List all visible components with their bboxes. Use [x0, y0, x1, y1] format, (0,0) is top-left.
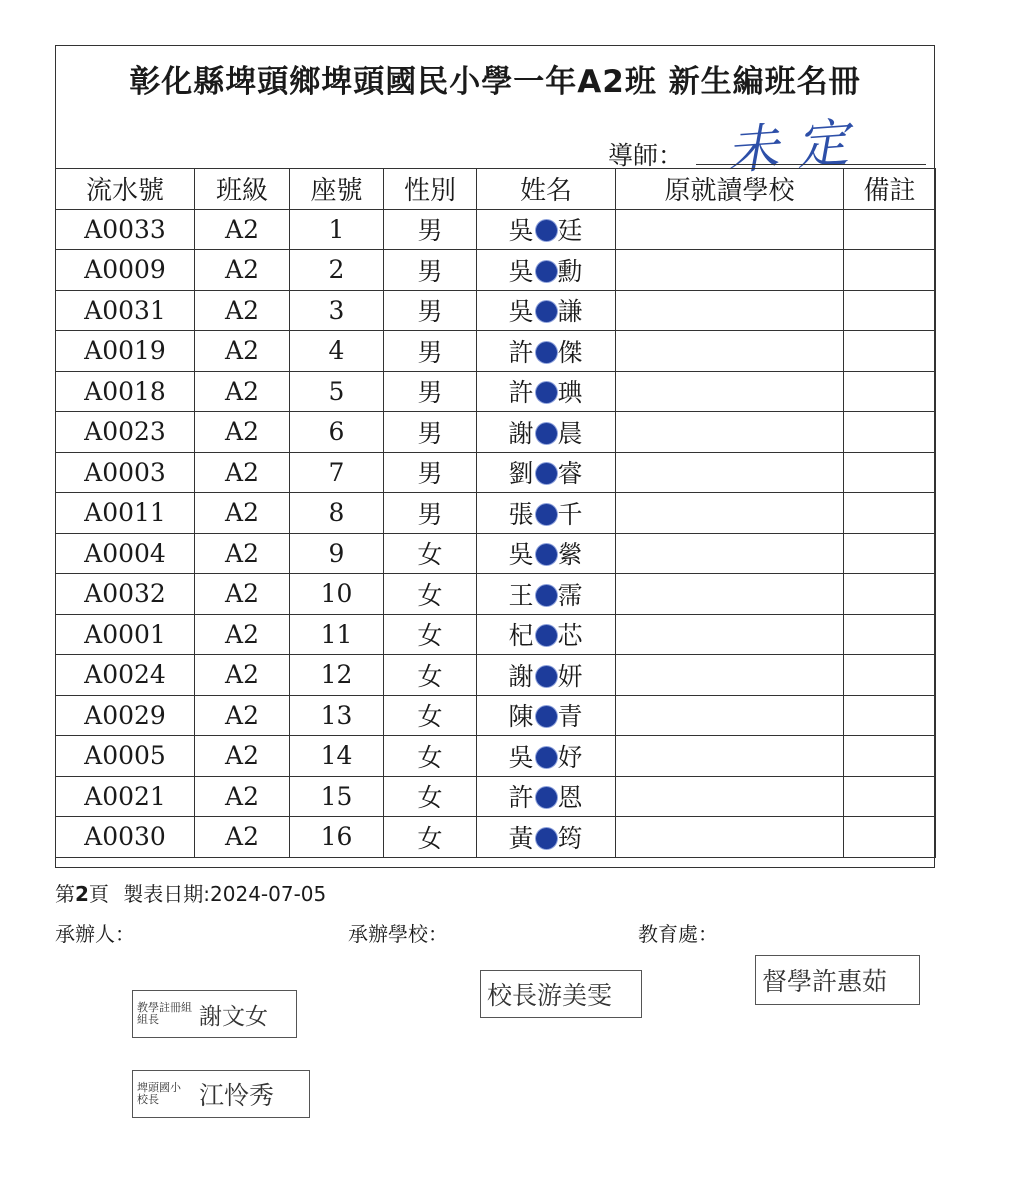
sex-cell: 男 — [384, 250, 477, 291]
given-name: 傑 — [557, 337, 584, 367]
seat-cell: 16 — [290, 817, 384, 858]
page-number: 2 — [75, 882, 89, 906]
previous-school-cell — [616, 817, 844, 858]
name-cell — [477, 331, 616, 372]
name-cell — [477, 412, 616, 453]
note-cell — [844, 452, 936, 493]
note-cell — [844, 412, 936, 453]
serial-cell: A0031 — [56, 290, 195, 331]
surname: 謝 — [508, 418, 535, 448]
sex-cell: 男 — [384, 209, 477, 250]
given-name: 睿 — [557, 459, 584, 489]
document-title: 彰化縣埤頭鄉埤頭國民小學一年A2班 新生編班名冊 — [129, 64, 861, 100]
given-name: 縈 — [557, 540, 584, 570]
sex-cell: 女 — [384, 817, 477, 858]
page-date-line — [55, 878, 326, 907]
given-name: 妤 — [557, 742, 584, 772]
redaction-mark — [536, 342, 557, 363]
surname: 劉 — [508, 459, 535, 489]
class-cell: A2 — [195, 574, 290, 615]
class-cell: A2 — [195, 776, 290, 817]
given-name: 千 — [557, 499, 584, 529]
sex-cell: 男 — [384, 371, 477, 412]
class-cell: A2 — [195, 290, 290, 331]
surname: 吳 — [508, 540, 535, 570]
surname: 黃 — [508, 823, 535, 853]
surname: 陳 — [508, 702, 535, 732]
serial-cell: A0009 — [56, 250, 195, 291]
sex-cell: 女 — [384, 574, 477, 615]
school-head-stamp — [132, 1070, 310, 1118]
redaction-mark — [536, 261, 557, 282]
page-prefix: 第 — [55, 882, 75, 906]
class-cell: A2 — [195, 655, 290, 696]
redaction-mark — [536, 544, 557, 565]
name-cell — [477, 695, 616, 736]
name-cell — [477, 290, 616, 331]
student-roster-table — [55, 168, 936, 858]
redaction-mark — [536, 220, 557, 241]
seat-cell: 12 — [290, 655, 384, 696]
roster-body — [56, 209, 936, 857]
name-cell — [477, 452, 616, 493]
previous-school-cell — [616, 695, 844, 736]
seat-cell: 8 — [290, 493, 384, 534]
surname: 王 — [508, 580, 535, 610]
seat-cell: 13 — [290, 695, 384, 736]
header-class: 班級 — [195, 169, 290, 210]
name-cell — [477, 574, 616, 615]
name-cell — [477, 736, 616, 777]
serial-cell: A0021 — [56, 776, 195, 817]
seat-cell: 14 — [290, 736, 384, 777]
serial-cell: A0030 — [56, 817, 195, 858]
given-name: 青 — [557, 702, 584, 732]
table-row — [56, 209, 936, 250]
previous-school-cell — [616, 776, 844, 817]
seat-cell: 4 — [290, 331, 384, 372]
supervisor-stamp — [755, 955, 920, 1005]
note-cell — [844, 655, 936, 696]
previous-school-cell — [616, 614, 844, 655]
seat-cell: 5 — [290, 371, 384, 412]
given-name: 琠 — [557, 378, 584, 408]
given-name: 廷 — [557, 216, 584, 246]
note-cell — [844, 817, 936, 858]
surname: 謝 — [508, 661, 535, 691]
serial-cell: A0001 — [56, 614, 195, 655]
name-cell — [477, 533, 616, 574]
roster-sheet — [55, 45, 935, 868]
previous-school-cell — [616, 290, 844, 331]
sex-cell: 男 — [384, 493, 477, 534]
name-cell — [477, 371, 616, 412]
previous-school-cell — [616, 533, 844, 574]
teacher-label: 導師： — [608, 141, 684, 170]
seat-cell: 6 — [290, 412, 384, 453]
section-head-stamp-title: 教學註冊組 組長 — [137, 1001, 192, 1026]
class-cell: A2 — [195, 493, 290, 534]
previous-school-cell — [616, 574, 844, 615]
redaction-mark — [536, 382, 557, 403]
previous-school-cell — [616, 209, 844, 250]
date-text: 製表日期:2024-07-05 — [123, 882, 327, 906]
header-note: 備註 — [844, 169, 936, 210]
surname: 杞 — [508, 621, 535, 651]
table-row — [56, 614, 936, 655]
table-row — [56, 533, 936, 574]
table-row — [56, 817, 936, 858]
class-cell: A2 — [195, 452, 290, 493]
page-suffix: 頁 — [88, 882, 109, 906]
sex-cell: 女 — [384, 776, 477, 817]
principal-stamp — [480, 970, 642, 1018]
table-row — [56, 250, 936, 291]
sex-cell: 女 — [384, 533, 477, 574]
serial-cell: A0029 — [56, 695, 195, 736]
serial-cell: A0024 — [56, 655, 195, 696]
note-cell — [844, 290, 936, 331]
table-row — [56, 574, 936, 615]
table-row — [56, 655, 936, 696]
class-cell: A2 — [195, 412, 290, 453]
supervisor-stamp-text: 督學許惠茹 — [762, 967, 888, 996]
header-seat: 座號 — [290, 169, 384, 210]
school-head-stamp-title: 埤頭國小 校長 — [137, 1081, 181, 1106]
sex-cell: 女 — [384, 736, 477, 777]
given-name: 妍 — [557, 661, 584, 691]
header-previous-school: 原就讀學校 — [616, 169, 844, 210]
class-cell: A2 — [195, 371, 290, 412]
surname: 許 — [508, 337, 535, 367]
name-cell — [477, 614, 616, 655]
surname: 吳 — [508, 256, 535, 286]
name-cell — [477, 209, 616, 250]
sex-cell: 男 — [384, 452, 477, 493]
school-label: 承辦學校： — [348, 922, 448, 946]
sex-cell: 男 — [384, 290, 477, 331]
previous-school-cell — [616, 655, 844, 696]
serial-cell: A0005 — [56, 736, 195, 777]
sex-cell: 女 — [384, 614, 477, 655]
redaction-mark — [536, 747, 557, 768]
note-cell — [844, 736, 936, 777]
sex-cell: 男 — [384, 331, 477, 372]
previous-school-cell — [616, 250, 844, 291]
note-cell — [844, 209, 936, 250]
serial-cell: A0032 — [56, 574, 195, 615]
table-row — [56, 493, 936, 534]
class-cell: A2 — [195, 250, 290, 291]
serial-cell: A0018 — [56, 371, 195, 412]
serial-cell: A0019 — [56, 331, 195, 372]
principal-stamp-text: 校長游美雯 — [487, 981, 613, 1010]
serial-cell: A0004 — [56, 533, 195, 574]
table-row — [56, 412, 936, 453]
seat-cell: 2 — [290, 250, 384, 291]
class-cell: A2 — [195, 695, 290, 736]
bureau-label: 教育處： — [638, 922, 718, 946]
redaction-mark — [536, 828, 557, 849]
seat-cell: 11 — [290, 614, 384, 655]
table-header-row — [56, 169, 936, 210]
section-head-stamp-name: 謝文女 — [199, 1003, 268, 1030]
surname: 許 — [508, 783, 535, 813]
name-cell — [477, 655, 616, 696]
redaction-mark — [536, 301, 557, 322]
name-cell — [477, 776, 616, 817]
previous-school-cell — [616, 331, 844, 372]
note-cell — [844, 371, 936, 412]
previous-school-cell — [616, 412, 844, 453]
note-cell — [844, 493, 936, 534]
seat-cell: 9 — [290, 533, 384, 574]
surname: 吳 — [508, 216, 535, 246]
surname: 吳 — [508, 742, 535, 772]
class-cell: A2 — [195, 331, 290, 372]
table-row — [56, 695, 936, 736]
table-row — [56, 290, 936, 331]
serial-cell: A0033 — [56, 209, 195, 250]
redaction-mark — [536, 463, 557, 484]
teacher-handwritten-value: 未定 — [724, 112, 869, 182]
note-cell — [844, 695, 936, 736]
table-row — [56, 331, 936, 372]
redaction-mark — [536, 504, 557, 525]
given-name: 晨 — [557, 418, 584, 448]
header-serial: 流水號 — [56, 169, 195, 210]
name-cell — [477, 493, 616, 534]
previous-school-cell — [616, 371, 844, 412]
surname: 許 — [508, 378, 535, 408]
surname: 張 — [508, 499, 535, 529]
sex-cell: 女 — [384, 695, 477, 736]
note-cell — [844, 250, 936, 291]
previous-school-cell — [616, 736, 844, 777]
note-cell — [844, 614, 936, 655]
header-name: 姓名 — [477, 169, 616, 210]
table-row — [56, 452, 936, 493]
school-head-stamp-name: 江怜秀 — [199, 1081, 275, 1110]
table-row — [56, 736, 936, 777]
header-sex: 性別 — [384, 169, 477, 210]
previous-school-cell — [616, 493, 844, 534]
class-cell: A2 — [195, 817, 290, 858]
sex-cell: 女 — [384, 655, 477, 696]
given-name: 勳 — [557, 256, 584, 286]
note-cell — [844, 776, 936, 817]
redaction-mark — [536, 585, 557, 606]
surname: 吳 — [508, 297, 535, 327]
redaction-mark — [536, 706, 557, 727]
note-cell — [844, 574, 936, 615]
table-row — [56, 371, 936, 412]
name-cell — [477, 250, 616, 291]
name-cell — [477, 817, 616, 858]
redaction-mark — [536, 625, 557, 646]
serial-cell: A0023 — [56, 412, 195, 453]
table-row — [56, 776, 936, 817]
given-name: 芯 — [557, 621, 584, 651]
seat-cell: 10 — [290, 574, 384, 615]
given-name: 謙 — [557, 297, 584, 327]
given-name: 筠 — [557, 823, 584, 853]
handler-label: 承辦人： — [55, 922, 135, 946]
given-name: 恩 — [557, 783, 584, 813]
seat-cell: 3 — [290, 290, 384, 331]
class-cell: A2 — [195, 533, 290, 574]
note-cell — [844, 533, 936, 574]
section-head-stamp — [132, 990, 297, 1038]
redaction-mark — [536, 666, 557, 687]
redaction-mark — [536, 423, 557, 444]
redaction-mark — [536, 787, 557, 808]
seat-cell: 15 — [290, 776, 384, 817]
previous-school-cell — [616, 452, 844, 493]
given-name: 霈 — [557, 580, 584, 610]
sex-cell: 男 — [384, 412, 477, 453]
note-cell — [844, 331, 936, 372]
seat-cell: 7 — [290, 452, 384, 493]
teacher-signature-line — [696, 164, 926, 165]
class-cell: A2 — [195, 614, 290, 655]
class-cell: A2 — [195, 736, 290, 777]
class-cell: A2 — [195, 209, 290, 250]
serial-cell: A0011 — [56, 493, 195, 534]
seat-cell: 1 — [290, 209, 384, 250]
serial-cell: A0003 — [56, 452, 195, 493]
